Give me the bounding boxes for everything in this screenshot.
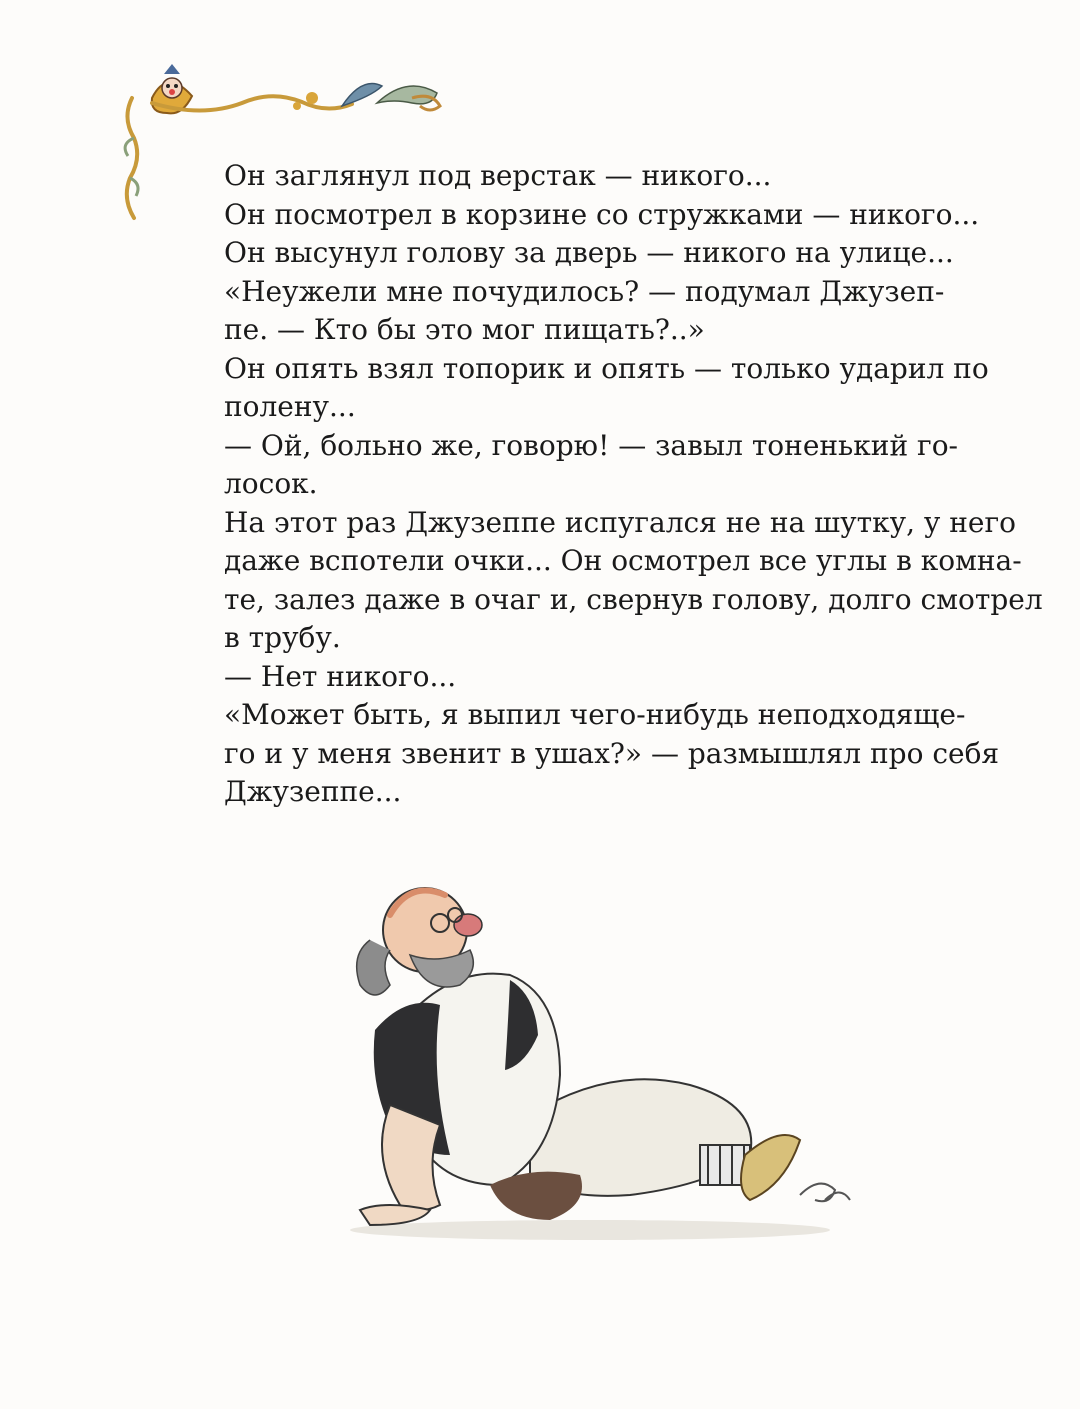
paragraph bbox=[180, 350, 988, 427]
text-line: в трубу. bbox=[224, 621, 341, 654]
text-line: лосок. bbox=[224, 467, 318, 500]
paragraph bbox=[180, 196, 988, 235]
text-line: На этот раз Джузеппе испугался не на шутку, у него bbox=[224, 505, 1017, 539]
text-line: Он опять взял топорик и опять — только ударил по bbox=[224, 351, 989, 385]
paragraph bbox=[180, 157, 988, 196]
text-line: даже вспотели очки... Он осмотрел все углы в комна- bbox=[224, 544, 1022, 577]
text-line: Он заглянул под верстак — никого... bbox=[224, 159, 772, 192]
text-line: — Нет никого... bbox=[224, 659, 457, 693]
paragraph bbox=[180, 234, 988, 273]
text-line: те, залез даже в очаг и, свернув голову, долго смотрел bbox=[224, 582, 1043, 616]
text-line: Джузеппе... bbox=[224, 775, 402, 808]
text-line: — Ой, больно же, говорю! — завыл тоненький го- bbox=[224, 428, 959, 462]
text-line: «Может быть, я выпил чего-нибудь неподходяще- bbox=[224, 698, 966, 731]
carpenter-illustration bbox=[330, 855, 870, 1250]
text-line: го и у меня звенит в ушах?» — размышлял про себя bbox=[224, 736, 1000, 770]
paragraph bbox=[180, 658, 988, 697]
text-line: «Неужели мне почудилось? — подумал Джузеп- bbox=[224, 274, 945, 308]
text-line: Он посмотрел в корзине со стружками — никого... bbox=[224, 197, 980, 231]
text-line: полену... bbox=[224, 390, 356, 423]
paragraph bbox=[180, 504, 1043, 658]
text-line: пе. — Кто бы это мог пищать?..» bbox=[224, 313, 705, 346]
text-line: Он высунул голову за дверь — никого на улице... bbox=[224, 236, 954, 269]
paragraph bbox=[180, 696, 1000, 812]
paragraph bbox=[180, 427, 988, 504]
paragraph bbox=[180, 273, 988, 350]
story-text bbox=[180, 157, 1043, 812]
